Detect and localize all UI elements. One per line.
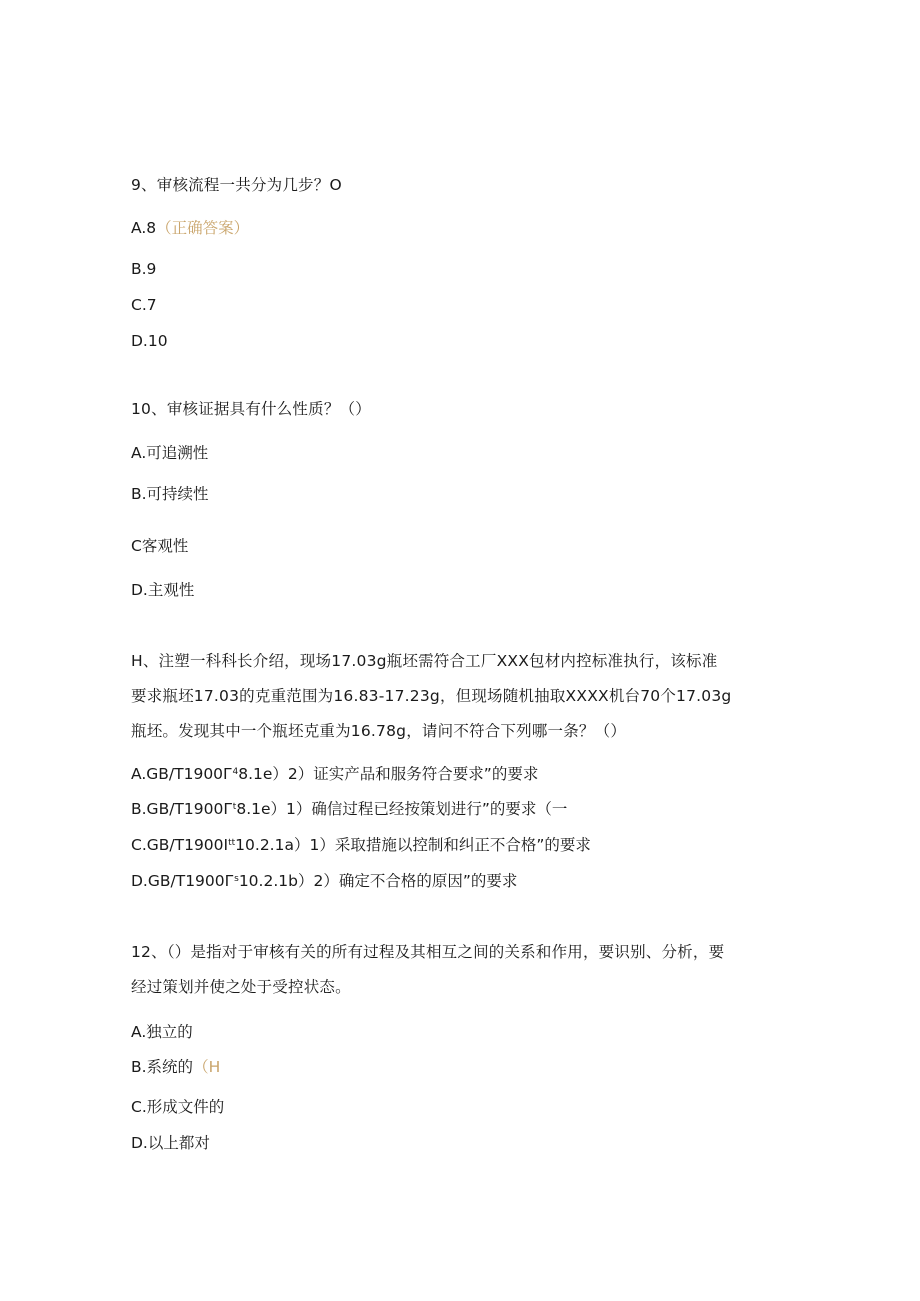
question-12-option-c: C.形成文件的 [131,1098,225,1116]
option-superscript: t [232,802,237,812]
option-superscript: tt [228,838,236,848]
question-10-option-b: B.可持续性 [131,485,209,503]
question-10-option-d: D.主观性 [131,581,195,599]
option-prefix: A.GB/T1900Г [131,765,233,783]
question-9-option-d: D.10 [131,332,168,350]
option-suffix: 10.2.1b）2）确定不合格的原因”的要求 [238,872,518,890]
question-9-option-c: C.7 [131,296,157,314]
correct-answer-mark: （正确答案） [156,219,250,237]
question-11-stem-line-3: 瓶坯。发现其中一个瓶坯克重为16.78g，请问不符合下列哪一条？（） [131,722,627,740]
question-12-stem-line-1: 12、（）是指对于审核有关的所有过程及其相互之间的关系和作用，要识别、分析，要 [131,943,725,961]
option-suffix: 8.1e）2）证实产品和服务符合要求”的要求 [238,765,539,783]
option-prefix: B.GB/T1900Г [131,800,233,818]
option-superscript: 4 [232,767,239,777]
option-prefix: C.GB/T1900I [131,836,229,854]
question-11-stem-line-2: 要求瓶坯17.03的克重范围为16.83-17.23g，但现场随机抽取XXXX机台70个17.03g [131,687,732,705]
question-12-option-b [131,1057,220,1077]
question-9-option-a [131,218,249,238]
question-12-option-d: D.以上都对 [131,1134,210,1152]
question-11-option-d [131,869,517,891]
option-label: B.系统的 [131,1058,194,1076]
option-superscript: s [234,874,239,884]
question-10-stem: 10、审核证据具有什么性质？（） [131,400,371,418]
question-11-option-b [131,797,567,819]
question-12-option-a: A.独立的 [131,1023,193,1041]
question-10-option-a: A.可追溯性 [131,444,209,462]
question-11-option-a [131,762,538,784]
option-prefix: D.GB/T1900Г [131,872,235,890]
question-9-option-b: B.9 [131,260,157,278]
question-11-stem-line-1: H、注塑一科科长介绍，现场17.03g瓶坯需符合工厂XXX包材内控标准执行，该标准 [131,652,718,670]
option-label: A.8 [131,219,157,237]
question-11-option-c [131,833,591,855]
option-suffix: 8.1e）1）确信过程已经按策划进行”的要求（一 [236,800,568,818]
question-9-stem: 9、审核流程一共分为几步？O [131,176,342,194]
question-10-option-c: C客观性 [131,537,189,555]
option-suffix: 10.2.1a）1）采取措施以控制和纠正不合格”的要求 [235,836,591,854]
question-12-stem-line-2: 经过策划并使之处于受控状态。 [131,978,351,996]
correct-answer-mark: （H [193,1058,221,1076]
